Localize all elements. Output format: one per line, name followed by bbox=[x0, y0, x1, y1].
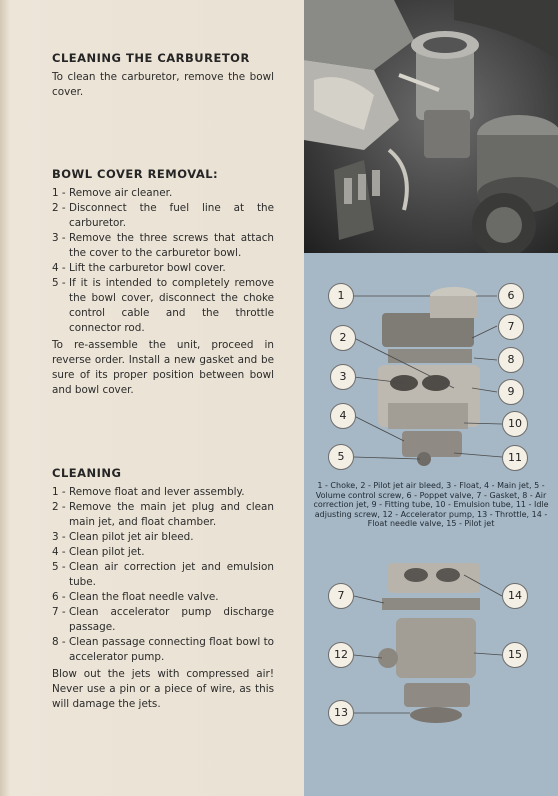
list-item bbox=[52, 500, 274, 530]
upper-carburetor-drawing bbox=[378, 287, 480, 466]
step-text: Clean pilot jet. bbox=[69, 546, 145, 558]
step-text: Clean accelerator pump discharge passage. bbox=[69, 606, 274, 633]
reassemble-text: To re-assemble the unit, proceed in reverse order. Install a new gasket and be sure of its proper position between bowl and bowl cover. bbox=[52, 339, 274, 396]
list-item bbox=[52, 605, 274, 635]
step-text: Remove the main jet plug and clean main jet, and float chamber. bbox=[69, 501, 274, 528]
step-number: 5 - bbox=[52, 277, 66, 289]
diagram-caption: 1 - Choke, 2 - Pilot jet air bleed, 3 - Float, 4 - Main jet, 5 - Volume control screw, 6 - Poppet valve, 7 - Gasket, 8 - Air correction jet, 9 - Fitting tube, 10 - Emulsion tube, 11 - Idle adjusting screw, 12 - Accelerator pump, 13 - Throttle, 14 - Float needle valve, 15 - Pilot jet bbox=[313, 481, 549, 528]
engine-photo-illustration bbox=[304, 0, 558, 253]
step-number: 7 - bbox=[52, 606, 66, 618]
step-number: 3 - bbox=[52, 531, 66, 543]
heading-cleaning-carburetor: CLEANING THE CARBURETOR bbox=[52, 51, 250, 65]
list-item bbox=[52, 231, 274, 261]
list-item bbox=[52, 485, 274, 500]
step-text: Disconnect the fuel line at the carburetor. bbox=[69, 202, 274, 229]
step-number: 6 - bbox=[52, 591, 66, 603]
list-item bbox=[52, 261, 274, 276]
list-item bbox=[52, 590, 274, 605]
engine-photo bbox=[304, 0, 558, 253]
step-number: 1 - bbox=[52, 486, 66, 498]
step-number: 5 - bbox=[52, 561, 66, 573]
bowl-cover-steps bbox=[52, 186, 274, 336]
heading-bowl-cover-removal: BOWL COVER REMOVAL: bbox=[52, 167, 219, 181]
step-text: Remove the three screws that attach the cover to the carburetor bowl. bbox=[69, 232, 274, 259]
list-item bbox=[52, 276, 274, 336]
step-text: Clean air correction jet and emulsion tube. bbox=[69, 561, 274, 588]
warning-text: Blow out the jets with compressed air! Never use a pin or a piece of wire, as this will damage the jets. bbox=[52, 668, 274, 710]
step-number: 2 - bbox=[52, 501, 66, 513]
intro-text: To clean the carburetor, remove the bowl cover. bbox=[52, 71, 274, 98]
step-text: Remove air cleaner. bbox=[69, 187, 173, 199]
step-number: 2 - bbox=[52, 202, 66, 214]
step-text: Lift the carburetor bowl cover. bbox=[69, 262, 226, 274]
list-item bbox=[52, 186, 274, 201]
list-item bbox=[52, 545, 274, 560]
list-item bbox=[52, 530, 274, 545]
step-text: Clean pilot jet air bleed. bbox=[69, 531, 194, 543]
cleaning-steps bbox=[52, 485, 274, 665]
list-item bbox=[52, 201, 274, 231]
step-number: 8 - bbox=[52, 636, 66, 648]
carburetor-diagram-panel: 1 2 3 4 5 6 7 8 9 10 11 1 - Choke, 2 - Pilot jet air bleed, 3 - Float, 4 - Main jet, 5 - Volume control screw, 6 - Poppet valve, 7 - Gasket, 8 - Air correction jet, 9 - Fitting tube, 10 - Emulsion tube, 11 - Idle adjusting screw, 12 - Accelerator pump, 13 - Throttle, 14 - Float needle valve, 15 - Pilot jet 7 12 13 14 15 bbox=[304, 253, 558, 796]
list-item bbox=[52, 560, 274, 590]
step-text: Clean passage connecting float bowl to accelerator pump. bbox=[69, 636, 274, 663]
list-item bbox=[52, 635, 274, 665]
step-text: Remove float and lever assembly. bbox=[69, 486, 245, 498]
step-text: Clean the float needle valve. bbox=[69, 591, 219, 603]
heading-cleaning: CLEANING bbox=[52, 466, 122, 480]
step-number: 1 - bbox=[52, 187, 66, 199]
page-spine-shadow bbox=[0, 0, 10, 796]
step-number: 4 - bbox=[52, 546, 66, 558]
step-text: If it is intended to completely remove the bowl cover, disconnect the choke control cable and the throttle connector rod. bbox=[69, 277, 274, 334]
step-number: 3 - bbox=[52, 232, 66, 244]
step-number: 4 - bbox=[52, 262, 66, 274]
lower-carburetor-drawing bbox=[378, 563, 480, 723]
